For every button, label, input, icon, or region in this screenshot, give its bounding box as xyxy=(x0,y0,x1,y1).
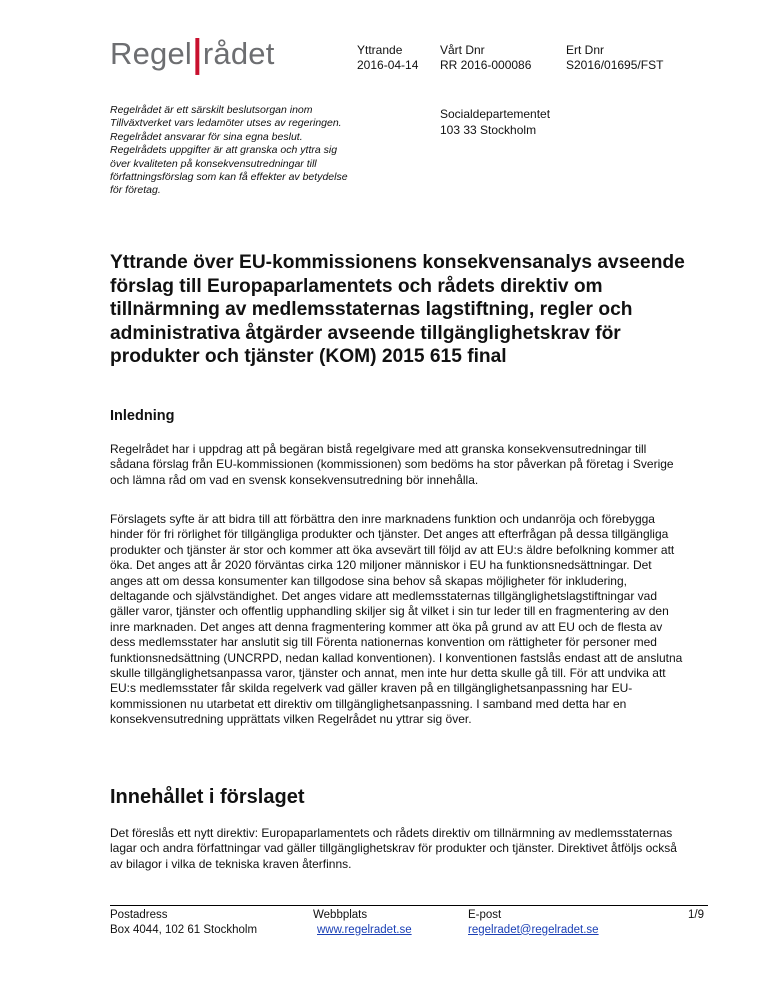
footer-website-link[interactable]: www.regelradet.se xyxy=(317,923,412,936)
header-our-ref-label: Vårt Dnr xyxy=(440,43,485,57)
header-our-ref-value: RR 2016-000086 xyxy=(440,58,532,72)
recipient-name: Socialdepartementet xyxy=(440,107,551,121)
footer-email-label: E-post xyxy=(468,909,502,921)
paragraph-introduction-1: Regelrådet har i uppdrag att på begäran bistå regelgivare med att granska konsekvensutredningar till sådana förslag från EU-kommissionen (kommissionen) som bedöms ha stor påverkan på företag i Sverige och lämna råd om vad en svensk konsekvensutredning bör innehålla. xyxy=(110,442,674,487)
section-heading-contents: Innehållet i förslaget xyxy=(110,786,305,808)
page-number: 1/9 xyxy=(688,909,704,921)
logo-divider: | xyxy=(193,31,202,76)
header-your-ref-label: Ert Dnr xyxy=(566,43,605,57)
paragraph-introduction-2: Förslagets syfte är att bidra till att förbättra den inre marknadens funktion och undanröja och förebygga hinder för fri rörlighet för tillgängliga produkter och tjänster. Det anges att efterfrågan på dessa tillgängliga produkter och tjänster är stor och kommer att öka avsevärt till följd av att EU:s äldre befolkning kommer att öka. Det anges att år 2020 förväntas cirka 120 miljoner människor i EU ha funktionsnedsättningar. Det anges att om dessa konsumenter kan tillgodose sina behov så skapas möjligheter för inkludering, deltagande och självständighet. Det anges vidare att medlemsstaternas tillgänglighetslagstiftningar vad gäller varor, tjänster och offentlig upphandling skiljer sig åt vilket i sin tur leder till en fragmentering av den inre marknaden. Det anges att denna fragmentering kommer att öka på grund av att EU och de flesta av dess medlemsstater har anslutit sig till Förenta nationernas konvention om rättigheter för personer med funktionsnedsättning (UNCRPD, nedan kallad konventionen). I konventionen fastslås endast att de anslutna skulle tillgänglighetsanpassa varor, tjänster och annat, men inte hur detta skulle gå till. För att undvika att EU:s medlemsstater får skilda regelverk vad gäller kraven på en tillgänglighetsanpassning har EU-kommissionen nu utarbetat ett direktiv om tillgänglighetsanpassning. I samband med detta har en konsekvensutredning upprättats vilken Regelrådet nu yttrar sig över. xyxy=(110,512,683,727)
document-title: Yttrande över EU-kommissionens konsekvensanalys avseende förslag till Europaparlamentets och rådets direktiv om tillnärmning av medlemsstaternas lagstiftning, regler och administrativa åtgärder avseende tillgänglighetskrav för produkter och tjänster (KOM) 2015 615 final xyxy=(110,252,685,368)
header-your-ref-value: S2016/01695/FST xyxy=(566,58,664,72)
header-date: 2016-04-14 xyxy=(357,58,419,72)
header-your-ref xyxy=(566,43,663,73)
footer-email-link[interactable]: regelradet@regelradet.se xyxy=(468,923,599,936)
footer-website xyxy=(313,908,412,937)
footer-postal xyxy=(110,908,257,937)
header-document-type xyxy=(357,43,418,73)
footer-email xyxy=(468,908,599,937)
footer-website-label: Webbplats xyxy=(313,909,368,921)
recipient-postal: 103 33 Stockholm xyxy=(440,122,537,137)
paragraph-contents-1: Det föreslås ett nytt direktiv: Europaparlamentets och rådets direktiv om tillnärmning av medlemsstaternas lagar och andra författningar vad gäller tillgänglighetskrav för produkter och tjänster. Direktivet åtföljs också av bilagor i vilka de tekniska kraven återfinns. xyxy=(110,826,677,871)
recipient-address xyxy=(440,107,550,138)
footer-postal-value: Box 4044, 102 61 Stockholm xyxy=(110,923,258,936)
header-document-type-label: Yttrande xyxy=(357,43,403,57)
regelradet-logo xyxy=(110,31,275,76)
header-our-ref xyxy=(440,43,531,73)
footer-postal-label: Postadress xyxy=(110,909,168,921)
logo-text-left: Regel xyxy=(110,36,192,71)
logo-text-right: rådet xyxy=(202,36,275,71)
footer-divider xyxy=(110,905,708,906)
section-heading-introduction: Inledning xyxy=(110,408,175,424)
organization-note: Regelrådet är ett särskilt beslutsorgan inom Tillväxtverket vars ledamöter utses av regeringen. Regelrådet ansvarar för sina egna beslut. Regelrådets uppgifter är att granska och yttra sig över kvaliteten på konsekvensutredningar till författningsförslag som kan få effekter av betydelse för företag. xyxy=(110,104,348,197)
